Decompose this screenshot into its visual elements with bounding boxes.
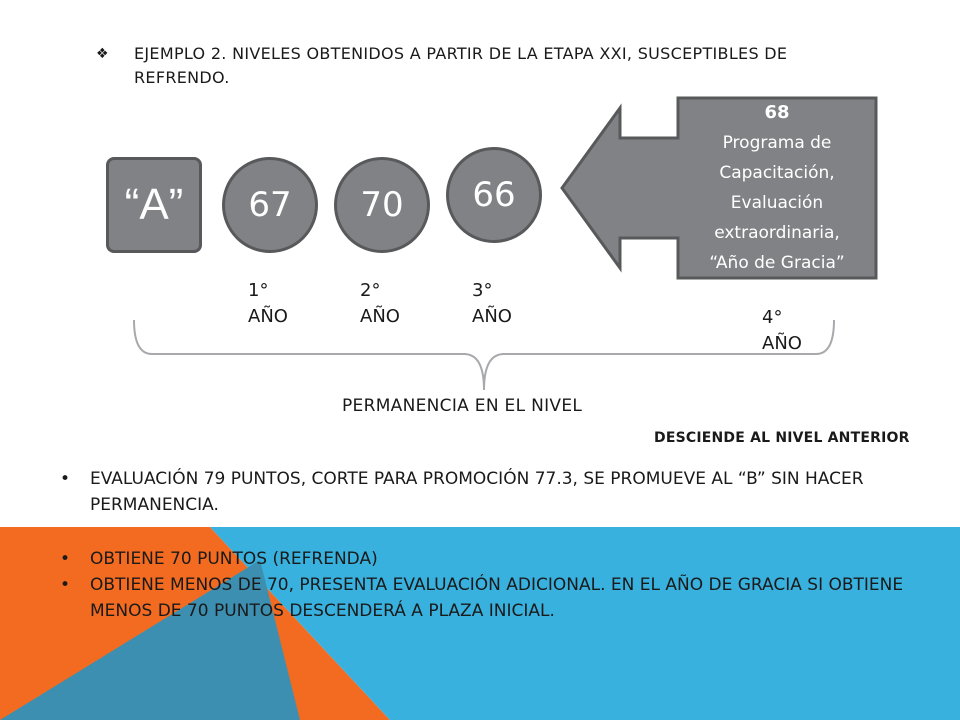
bullet-item-2: [56, 546, 916, 572]
bullet-item-3-text: OBTIENE MENOS DE 70, PRESENTA EVALUACIÓN ADICIONAL. EN EL AÑO DE GRACIA SI OBTIENE MENOS DE 70 PUNTOS DESCENDERÁ A PLAZA INICIAL.: [90, 575, 904, 621]
year-label-1-text: 1° AÑO: [248, 280, 288, 327]
diamond-bullet-icon: ❖: [96, 46, 109, 62]
callout-text: [680, 98, 874, 278]
callout-line-3: “Año de Gracia”: [709, 253, 845, 273]
bullet-item-3: [56, 572, 916, 624]
bullet-list: [56, 466, 916, 624]
callout-line-2: Evaluación extraordinaria,: [714, 193, 840, 243]
brace-path: [134, 320, 834, 390]
bullet-dot-icon: •: [60, 469, 71, 489]
bullet-item-2-text: OBTIENE 70 PUNTOS (REFRENDA): [90, 549, 378, 569]
callout-score: 68: [764, 102, 790, 123]
permanence-label: PERMANENCIA EN EL NIVEL: [342, 396, 583, 416]
bullet-dot-icon: •: [60, 575, 71, 595]
bullet-item-1-text: EVALUACIÓN 79 PUNTOS, CORTE PARA PROMOCIÓN 77.3, SE PROMUEVE AL “B” SIN HACER PERMANENCIA.: [90, 469, 864, 515]
score-circle-year-3: 66: [446, 147, 542, 243]
descend-label: DESCIENDE AL NIVEL ANTERIOR: [654, 430, 910, 446]
slide-heading: [96, 42, 876, 90]
bullet-dot-icon: •: [60, 549, 71, 569]
callout-line-1: Programa de Capacitación,: [719, 133, 835, 183]
year-label-4-text: 4° AÑO: [762, 307, 802, 354]
year-label-2-text: 2° AÑO: [360, 280, 400, 327]
score-circle-year-2: 70: [334, 157, 430, 253]
score-circle-year-1: 67: [222, 157, 318, 253]
year-label-3-text: 3° AÑO: [472, 280, 512, 327]
heading-text: EJEMPLO 2. NIVELES OBTENIDOS A PARTIR DE LA ETAPA XXI, SUSCEPTIBLES DE REFRENDO.: [134, 44, 788, 87]
level-a-box: “A”: [106, 157, 202, 253]
bullet-item-1: [56, 466, 916, 518]
permanence-brace: [128, 318, 840, 392]
